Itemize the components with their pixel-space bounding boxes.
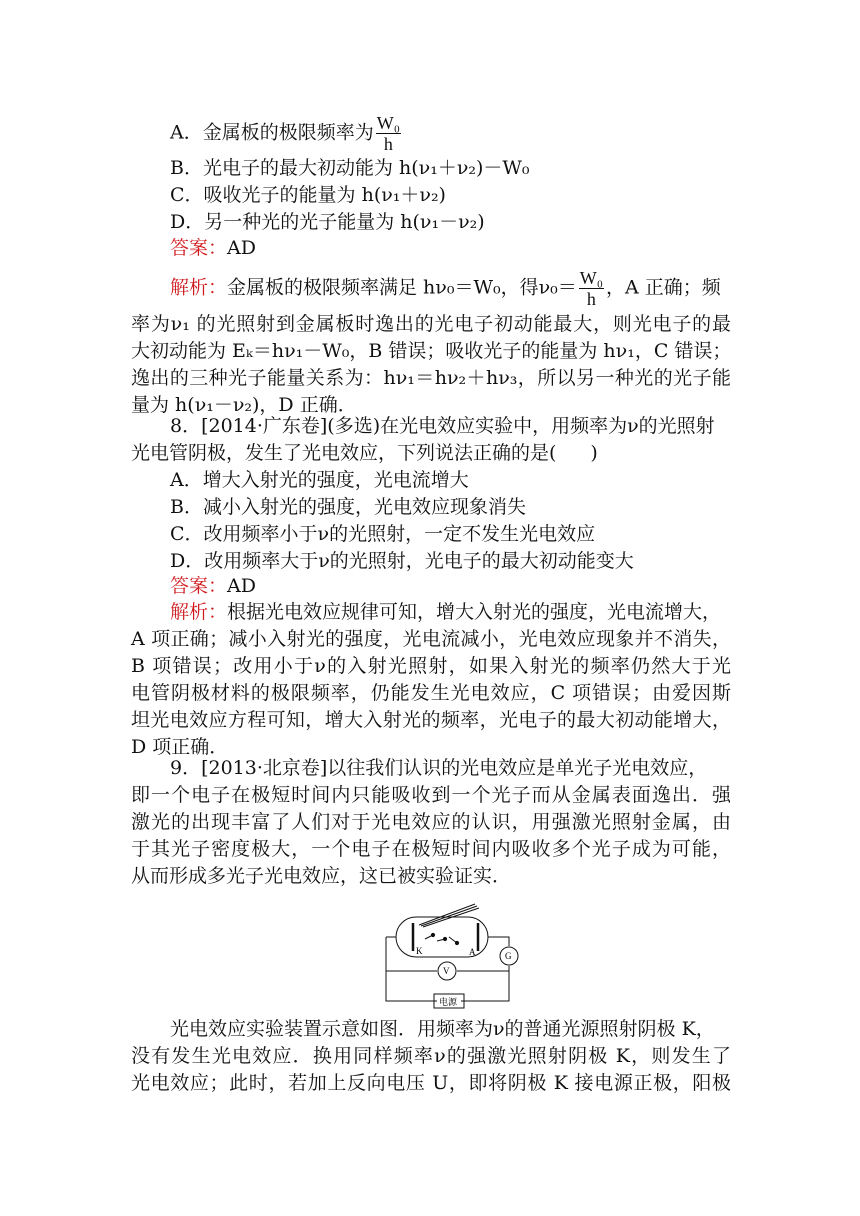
electron [443,937,446,940]
fraction-w0-over-h-2: $\frac{\text{W₀}}{h}$ [579,268,604,309]
fraction-w0-over-h: $\frac{\text{W₀}}{h}$ [376,113,401,154]
q8-stem-line-1: 8．[2014·广东卷](多选)在光电效应实验中，用频率为ν的光照射 [170,415,715,437]
q8-answer: 答案：AD [170,575,256,597]
q8-option-a: A．增大入射光的强度，光电流增大 [170,469,469,491]
q9-stem-line-4: 于其光子密度极大，一个电子在极短时间内吸收多个光子成为可能， [131,838,731,860]
q7-option-d: D．另一种光的光子能量为 h(ν₁－ν₂) [170,211,485,233]
q9-stem-line-5: 从而形成多光子光电效应，这已被实验证实． [131,865,512,887]
q8-analysis-line-4: 电管阴极材料的极限频率，仍能发生光电效应，C 项错误；由爱因斯 [131,682,731,704]
q7-option-b: B．光电子的最大初动能为 h(ν₁＋ν₂)－W₀ [170,157,530,179]
label-k: K [416,946,423,956]
q9-after-line-3: 光电效应；此时，若加上反向电压 U，即将阴极 K 接电源正极，阳极 [131,1072,731,1094]
q7-option-a: A．金属板的极限频率为 $\frac{\text{W₀}}{h}$ [170,113,401,154]
q7-analysis-line-2: 率为ν₁ 的光照射到金属板时逸出的光电子初动能最大，则光电子的最 [131,313,731,335]
electron [431,933,434,936]
q8-analysis-line-1: 解析：根据光电效应规律可知，增大入射光的强度，光电流增大， [170,601,722,623]
wire [386,937,437,1001]
wire [461,983,509,1001]
light-ray [419,904,475,925]
q8-option-d: D．改用频率大于ν的光照射，光电子的最大初动能变大 [170,550,634,572]
electron-paths [425,935,457,943]
q8-stem-line-2: 光电管阴极，发生了光电效应，下列说法正确的是( ) [131,442,598,464]
q9-after-line-2: 没有发生光电效应．换用同样频率ν的强激光照射阴极 K，则发生了 [131,1045,731,1067]
q8-analysis-line-5: 坦光电效应方程可知，增大入射光的频率，光电子的最大初动能增大， [131,709,731,731]
q8-option-c: C．改用频率小于ν的光照射，一定不发生光电效应 [170,523,596,545]
q7-analysis-line-4: 逸出的三种光子能量关系为：hν₁＝hν₂＋hν₃，所以另一种光的光子能 [131,367,731,389]
electron [455,941,458,944]
light-ray [421,906,477,926]
q7-analysis-line-3: 大初动能为 Eₖ＝hν₁－W₀，B 错误；吸收光子的能量为 hν₁，C 错误； [131,340,732,362]
q7-option-c: C．吸收光子的能量为 h(ν₁＋ν₂) [170,184,446,206]
q7-analysis-line-5: 量为 h(ν₁－ν₂)，D 正确． [131,394,357,416]
q7-answer: 答案：AD [170,237,256,259]
label-v: V [443,966,450,976]
q7-analysis-line-1: 解析：金属板的极限频率满足 hν₀＝W₀，得ν₀＝ $\frac{\text{W₀}}{h}$ ，A 正确；频 [170,268,721,309]
q9-after-line-1: 光电效应实验装置示意如图．用频率为ν的普通光源照射阴极 K， [170,1018,715,1040]
label-g: G [505,951,512,961]
wire [488,937,509,946]
q9-stem-line-2: 即一个电子在极短时间内只能吸收到一个光子而从金属表面逸出．强 [131,784,731,806]
q8-analysis-line-6: D 项正确． [131,736,229,758]
label-a: A [469,947,476,957]
label-power-source: 电源 [439,998,458,1008]
q8-analysis-line-2: A 项正确；减小入射光的强度，光电流减小，光电效应现象并不消失， [131,628,731,650]
photoelectric-apparatus-figure [377,899,522,1009]
q9-stem-line-3: 激光的出现丰富了人们对于光电效应的认识，用强激光照射金属，由 [131,811,731,833]
q9-stem-line-1: 9．[2013·北京卷]以往我们认识的光电效应是单光子光电效应， [170,757,708,779]
q8-analysis-line-3: B 项错误；改用小于ν的入射光照射，如果入射光的频率仍然大于光 [131,655,731,677]
q8-option-b: B．减小入射光的强度，光电效应现象消失 [170,496,526,518]
